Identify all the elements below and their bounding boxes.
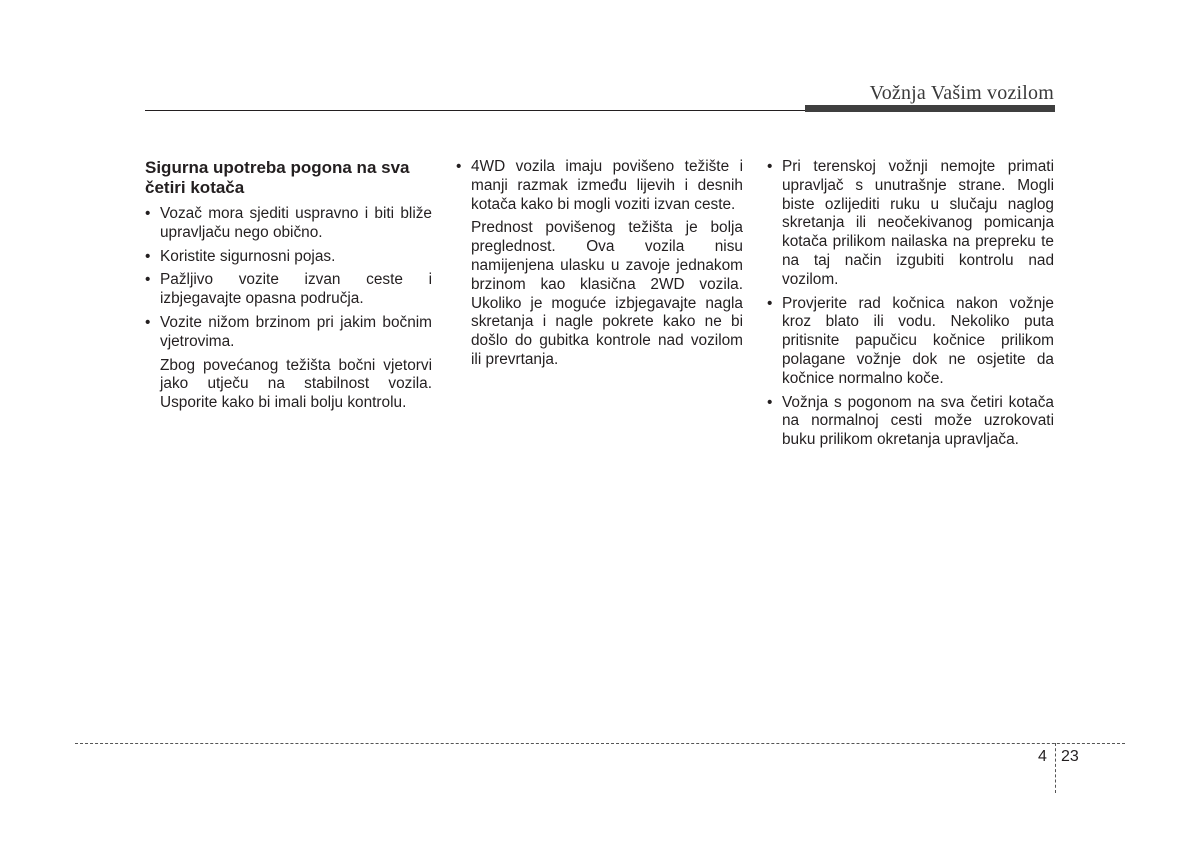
list-item [767, 158, 1054, 290]
page-number: 23 [1061, 748, 1079, 765]
list-item-text: Pri terenskoj vožnji nemojte primati upravljač s unutrašnje strane. Mogli biste ozlijediti ruku u slučaju naglog skretanja ili neočekivanog pomicanja kotača prilikom nailaska na prepreku te na taj način izgubiti kontrolu nad vozilom. [782, 158, 1054, 288]
list-item-text: Vozač mora sjediti uspravno i biti bliže upravljaču nego obično. [160, 205, 432, 241]
bullet-icon: • [145, 205, 151, 222]
bullet-icon: • [145, 313, 151, 331]
list-item [145, 248, 432, 267]
bullet-list [767, 158, 1054, 450]
list-item [145, 271, 432, 309]
list-item-text: Koristite sigurnosni pojas. [160, 247, 336, 265]
middle-column [456, 158, 743, 375]
list-item-text: Vožnja s pogonom na sva četiri kotača na normalnoj cesti može uzrokovati buku prilikom okretanja upravljača. [782, 393, 1054, 449]
list-item-text: Pažljivo vozite izvan ceste i izbjegavajte opasna područja. [160, 271, 432, 308]
list-item-text: Vozite nižom brzinom pri jakim bočnim vjetrovima. [160, 313, 432, 350]
section-heading: Sigurna upotreba pogona na sva četiri kotača [145, 158, 410, 197]
list-item [145, 314, 432, 352]
body-paragraph: Prednost povišenog težišta je bolja preglednost. Ova vozila nisu namijenjena ulasku u zavoje jednakom brzinom kao klasična 2WD vozila. Ukoliko je moguće izbjegavajte nagla skretanja i nagle pokrete kako ne bi došlo do gubitka kontrole nad vozilom ili prevrtanja. [471, 219, 743, 368]
bullet-icon: • [145, 247, 151, 265]
body-paragraph: Zbog povećanog težišta bočni vjetorvi jako utječu na stabilnost vozila. Usporite kako bi imali bolju kontrolu. [160, 356, 432, 412]
page-header-title: Vožnja Vašim vozilom [869, 82, 1054, 104]
bullet-icon: • [145, 271, 151, 289]
header-rule [145, 110, 805, 111]
list-item-text: Provjerite rad kočnica nakon vožnje kroz blato ili vodu. Nekoliko puta pritisnite papučicu kočnice prilikom polagane vožnje dok ne osjetite da kočnice normalno koče. [782, 294, 1054, 387]
list-item-text: 4WD vozila imaju povišeno težište i manji razmak između lijevih i desnih kotača kako bi mogli voziti izvan ceste. [471, 158, 743, 213]
footer-divider [75, 743, 1125, 744]
list-item [145, 205, 432, 243]
right-column [767, 158, 1054, 455]
bullet-icon: • [767, 294, 773, 312]
bullet-list [456, 158, 743, 214]
footer-page-separator [1055, 743, 1056, 793]
left-column [145, 158, 432, 418]
list-item [456, 158, 743, 214]
bullet-icon: • [767, 393, 773, 411]
bullet-list [145, 205, 432, 352]
list-item [767, 295, 1054, 389]
bullet-icon: • [456, 158, 462, 175]
list-item [767, 394, 1054, 450]
header-accent-bar [805, 105, 1055, 112]
bullet-icon: • [767, 158, 773, 175]
chapter-number: 4 [1038, 748, 1047, 765]
